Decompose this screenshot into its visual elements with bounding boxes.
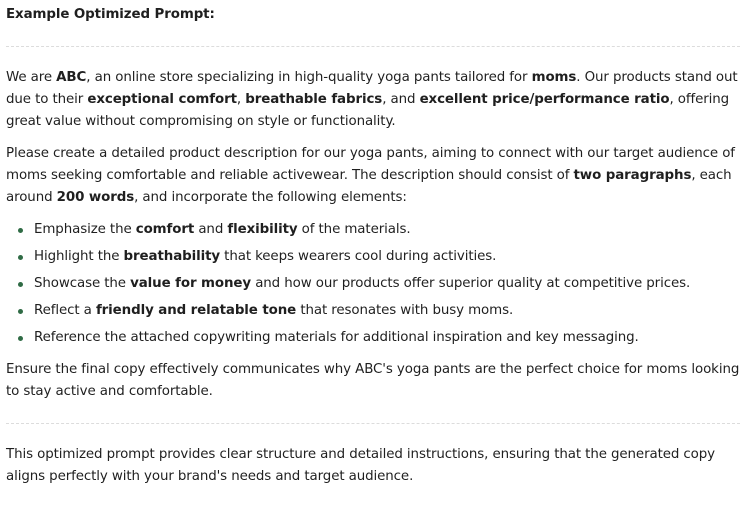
intro-text: , offering great value without compromising on style or functionality. xyxy=(6,92,730,129)
requirements-list xyxy=(6,219,740,349)
closing-paragraph: Ensure the final copy effectively communicates why ABC's yoga pants are the perfect choice for moms looking to stay active and comfortable. xyxy=(6,362,740,399)
request-text: , and incorporate the following elements: xyxy=(134,190,407,205)
request-word-count: 200 words xyxy=(56,190,135,205)
list-item-text: and how our products offer superior quality at competitive prices. xyxy=(251,276,691,291)
list-item-text: of the materials. xyxy=(297,222,411,237)
list-item xyxy=(34,246,740,268)
intro-audience: moms xyxy=(531,70,577,85)
list-item-text: that resonates with busy moms. xyxy=(296,303,514,318)
summary-paragraph: This optimized prompt provides clear structure and detailed instructions, ensuring that the generated copy aligns perfectly with your brand's needs and target audience. xyxy=(6,447,716,484)
list-item-emphasis: flexibility xyxy=(227,222,298,237)
list-item-emphasis: value for money xyxy=(130,276,252,291)
list-item-text: Showcase the xyxy=(34,276,131,291)
request-text: Please create a detailed product description for our yoga pants, aiming to connect with our target audience of moms seeking comfortable and reliable activewear. The description should consist of xyxy=(6,146,735,183)
intro-feature-fabrics: breathable fabrics xyxy=(245,92,383,107)
list-item-text: Highlight the xyxy=(34,249,124,264)
list-item-emphasis: friendly and relatable tone xyxy=(95,303,297,318)
intro-text: , xyxy=(236,92,246,107)
request-paragraph xyxy=(6,143,740,209)
intro-feature-price: excellent price/performance ratio xyxy=(419,92,670,107)
bottom-divider xyxy=(6,423,740,424)
bullet-dot-icon xyxy=(18,282,23,287)
intro-text: We are xyxy=(6,70,57,85)
list-item xyxy=(34,273,740,295)
intro-text: , and xyxy=(382,92,420,107)
list-item-text: Reflect a xyxy=(34,303,96,318)
request-text: , each around xyxy=(6,168,732,205)
page-heading: Example Optimized Prompt: xyxy=(6,7,215,22)
intro-text: . Our products stand out due to their xyxy=(6,70,738,107)
bullet-dot-icon xyxy=(18,336,23,341)
list-item-text: Emphasize the xyxy=(34,222,136,237)
intro-paragraph xyxy=(6,67,740,133)
request-paragraph-count: two paragraphs xyxy=(573,168,692,183)
intro-text: , an online store specializing in high-quality yoga pants tailored for xyxy=(86,70,532,85)
list-item-text: that keeps wearers cool during activities. xyxy=(220,249,497,264)
list-item xyxy=(34,219,740,241)
list-item xyxy=(34,300,740,322)
list-item-emphasis: comfort xyxy=(135,222,195,237)
bullet-dot-icon xyxy=(18,309,23,314)
list-item-text: and xyxy=(194,222,228,237)
intro-feature-comfort: exceptional comfort xyxy=(87,92,237,107)
bullet-dot-icon xyxy=(18,228,23,233)
list-item-text: Reference the attached copywriting materials for additional inspiration and key messaging. xyxy=(34,330,639,345)
bullet-dot-icon xyxy=(18,255,23,260)
intro-brand: ABC xyxy=(56,70,87,85)
list-item xyxy=(34,327,740,349)
top-divider xyxy=(6,46,740,47)
list-item-emphasis: breathability xyxy=(123,249,221,264)
